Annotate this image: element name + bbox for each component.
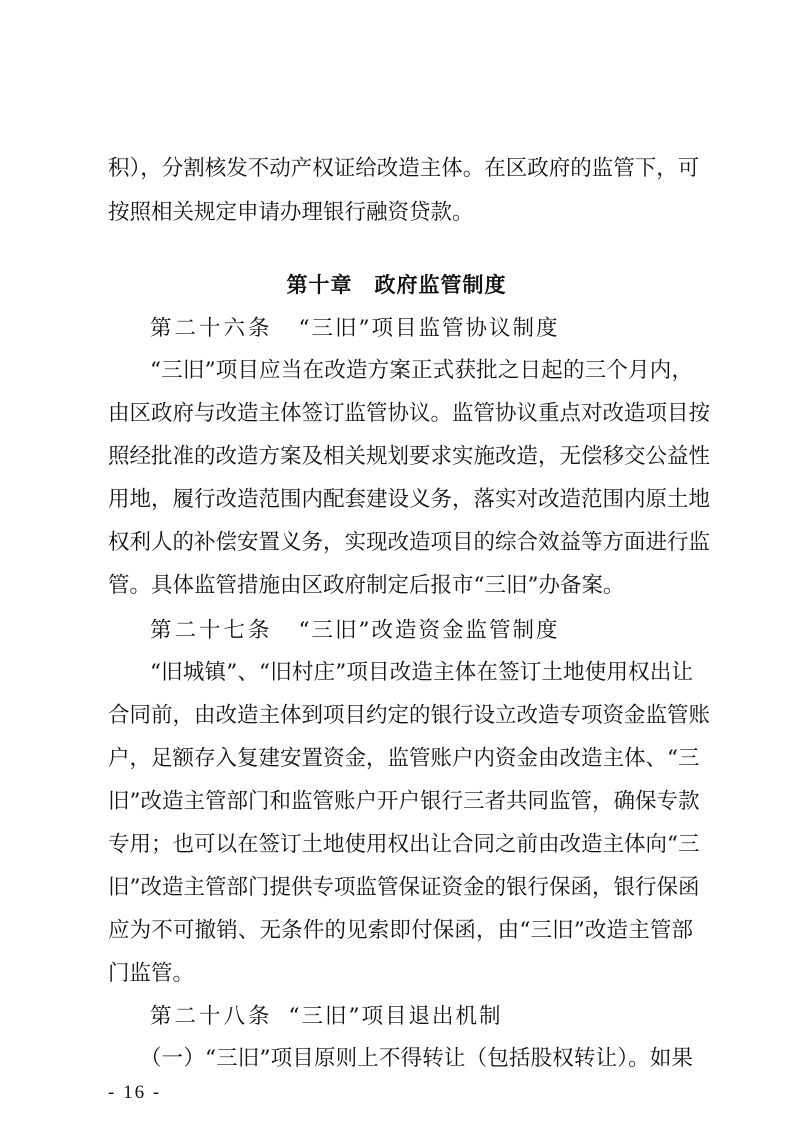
body-line: 照经批准的改造方案及相关规划要求实施改造，无偿移交公益性 — [108, 444, 711, 469]
body-line: 专用；也可以在签订土地使用权出让合同之前由改造主体向“三 — [108, 832, 700, 857]
article-title: “三旧”项目退出机制 — [288, 1004, 503, 1029]
body-line: 应为不可撤销、无条件的见索即付保函，由“三旧”改造主管部 — [108, 918, 693, 943]
article-number: 第二十八条 — [150, 1004, 273, 1029]
chapter-heading — [0, 266, 793, 304]
article-title: “三旧”改造资金监管制度 — [298, 618, 560, 643]
article-number: 第二十七条 — [150, 618, 273, 643]
page-number: - 16 - — [108, 1082, 162, 1103]
body-line: “三旧”项目应当在改造方案正式获批之日起的三个月内， — [150, 358, 693, 383]
body-line: 权利人的补偿安置义务，实现改造项目的综合效益等方面进行监 — [108, 530, 711, 555]
article-heading — [150, 310, 560, 348]
body-line: 旧”改造主管部门和监管账户开户银行三者共同监管，确保专款 — [108, 789, 700, 814]
body-line: 用地，履行改造范围内配套建设义务，落实对改造范围内原土地 — [108, 487, 711, 512]
article-heading — [150, 612, 560, 650]
body-line: （一）“三旧”项目原则上不得转让（包括股权转让）。如果 — [140, 1046, 693, 1071]
body-line: 旧”改造主管部门提供专项监管保证资金的银行保函，银行保函 — [108, 875, 700, 900]
body-line: 合同前，由改造主体到项目约定的银行设立改造专项资金监管账 — [108, 703, 711, 728]
chapter-title: 政府监管制度 — [374, 273, 507, 297]
body-line: 门监管。 — [108, 961, 195, 986]
body-line: 由区政府与改造主体签订监管协议。监管协议重点对改造项目按 — [108, 401, 711, 426]
article-title: “三旧”项目监管协议制度 — [298, 316, 560, 341]
body-line: 管。具体监管措施由区政府制定后报市“三旧”办备案。 — [108, 573, 625, 598]
body-line: 积），分割核发不动产权证给改造主体。在区政府的监管下，可 — [108, 156, 700, 181]
body-line: 户，足额存入复建安置资金，监管账户内资金由改造主体、“三 — [108, 746, 700, 771]
body-line: “旧城镇”、“旧村庄”项目改造主体在签订土地使用权出让 — [150, 660, 693, 685]
chapter-number: 第十章 — [286, 273, 353, 297]
article-number: 第二十六条 — [150, 316, 273, 341]
body-line: 按照相关规定申请办理银行融资贷款。 — [108, 200, 474, 225]
article-heading — [150, 998, 503, 1036]
